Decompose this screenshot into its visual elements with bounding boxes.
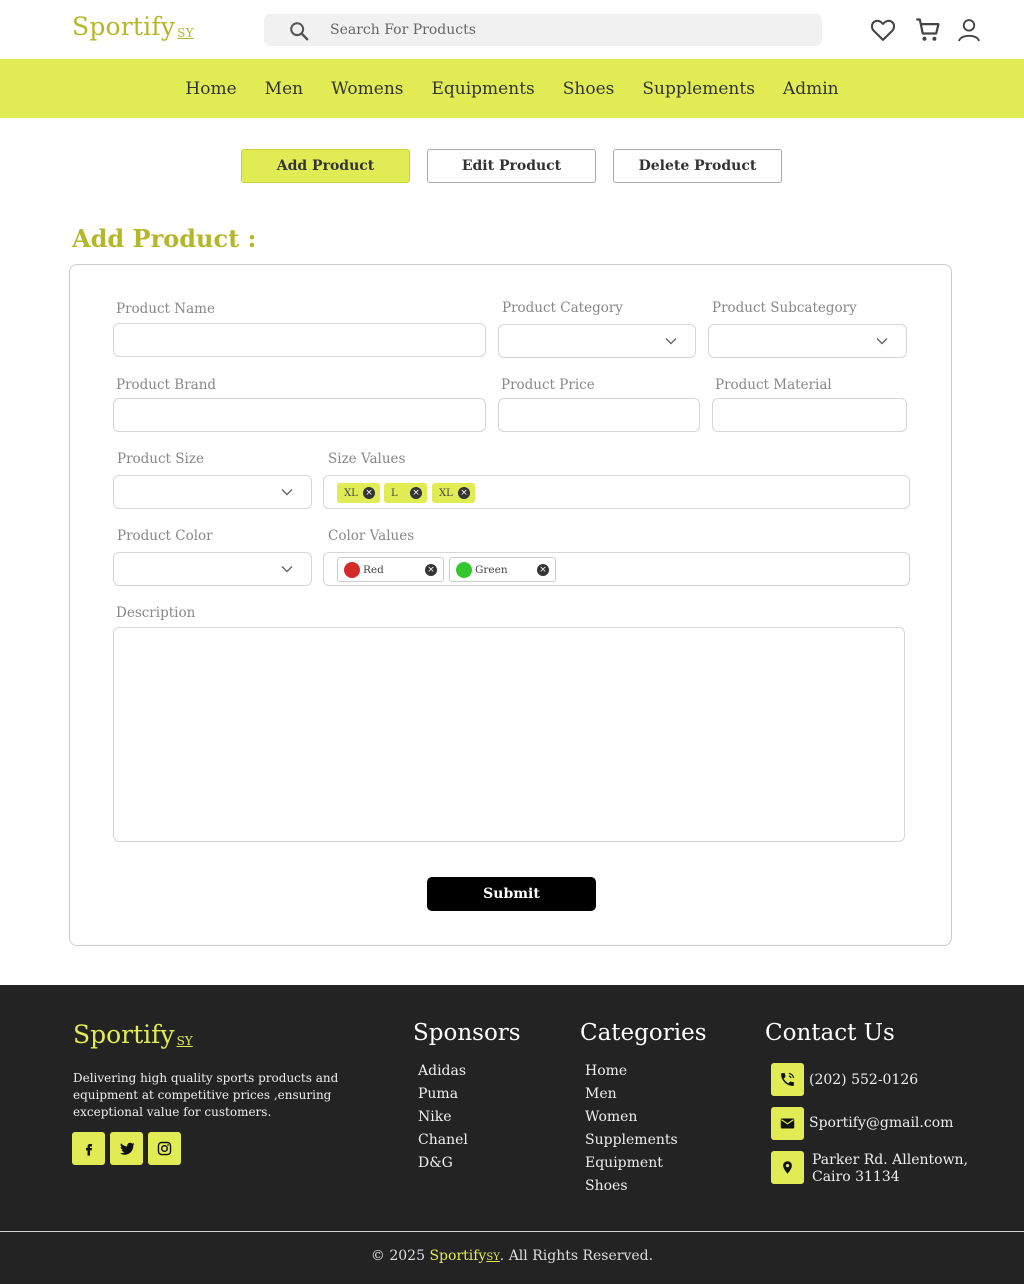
- contact-heading: Contact Us: [765, 1020, 895, 1046]
- nav-equipments[interactable]: Equipments: [431, 78, 535, 99]
- size-chip-label: XL: [439, 487, 453, 499]
- contact-email[interactable]: Sportify@gmail.com: [809, 1115, 954, 1131]
- category-link[interactable]: Shoes: [585, 1178, 628, 1194]
- categories-heading: Categories: [580, 1020, 707, 1046]
- color-chip-label: Red: [363, 564, 384, 576]
- description-field[interactable]: [113, 627, 905, 842]
- sponsors-list: [418, 1063, 468, 1178]
- submit-button[interactable]: Submit: [427, 877, 596, 911]
- sponsor-link[interactable]: D&G: [418, 1155, 453, 1171]
- size-chip-label: L: [391, 487, 398, 499]
- remove-chip-icon[interactable]: ×: [410, 487, 422, 499]
- remove-chip-icon[interactable]: ×: [425, 564, 437, 576]
- nav-womens[interactable]: Womens: [331, 78, 404, 99]
- cart-icon[interactable]: [914, 16, 942, 44]
- contact-address: [812, 1152, 968, 1186]
- chevron-down-icon: [281, 488, 293, 496]
- color-values-field[interactable]: [323, 552, 910, 586]
- product-price-label: Product Price: [501, 377, 595, 393]
- color-chip: [449, 557, 556, 582]
- product-brand-label: Product Brand: [116, 377, 217, 393]
- product-size-select[interactable]: [113, 475, 312, 509]
- color-chip-label: Green: [475, 564, 508, 576]
- remove-chip-icon[interactable]: ×: [363, 487, 375, 499]
- sponsor-link[interactable]: Puma: [418, 1086, 459, 1102]
- product-color-select[interactable]: [113, 552, 312, 586]
- size-chip: [337, 483, 380, 503]
- chevron-down-icon: [665, 337, 677, 345]
- product-name-label: Product Name: [116, 301, 215, 317]
- email-icon: [771, 1107, 804, 1140]
- product-name-input[interactable]: [114, 324, 485, 356]
- address-line-2: Cairo 31134: [812, 1169, 900, 1185]
- nav-supplements[interactable]: Supplements: [642, 78, 755, 99]
- sponsor-link[interactable]: Nike: [418, 1109, 452, 1125]
- logo-text: Sportify: [72, 12, 176, 41]
- facebook-icon[interactable]: [72, 1132, 105, 1165]
- category-link[interactable]: Women: [585, 1109, 638, 1125]
- category-link[interactable]: Supplements: [585, 1132, 678, 1148]
- product-category-select[interactable]: [498, 324, 696, 358]
- product-color-label: Product Color: [117, 528, 213, 544]
- copyright-year: © 2025: [370, 1248, 426, 1264]
- product-material-input[interactable]: [713, 399, 906, 431]
- sponsor-link[interactable]: Chanel: [418, 1132, 468, 1148]
- category-link[interactable]: Men: [585, 1086, 617, 1102]
- delete-product-tab[interactable]: Delete Product: [613, 149, 782, 183]
- copyright-brand: Sportify: [429, 1248, 487, 1264]
- chevron-down-icon: [876, 337, 888, 345]
- copyright: [0, 1248, 1024, 1264]
- add-product-form: [69, 264, 952, 946]
- color-swatch: [344, 562, 360, 578]
- page-title: Add Product :: [72, 224, 257, 253]
- color-values-label: Color Values: [328, 528, 415, 544]
- description-textarea[interactable]: [114, 628, 904, 841]
- logo[interactable]: [72, 12, 194, 41]
- address-line-1: Parker Rd. Allentown,: [812, 1152, 969, 1168]
- search-input[interactable]: [330, 18, 800, 42]
- remove-chip-icon[interactable]: ×: [458, 487, 470, 499]
- product-brand-input[interactable]: [114, 399, 485, 431]
- sponsor-link[interactable]: Adidas: [418, 1063, 467, 1079]
- footer-logo[interactable]: [73, 1020, 193, 1049]
- size-chip: [384, 483, 427, 503]
- description-label: Description: [116, 605, 196, 621]
- size-values-label: Size Values: [328, 451, 406, 467]
- copyright-brand-mark: SY: [486, 1252, 500, 1263]
- product-price-field[interactable]: [498, 398, 700, 432]
- instagram-icon[interactable]: [148, 1132, 181, 1165]
- category-link[interactable]: Equipment: [585, 1155, 663, 1171]
- footer-divider: [0, 1231, 1024, 1232]
- footer-logo-mark: SY: [176, 1034, 193, 1048]
- edit-product-tab[interactable]: Edit Product: [427, 149, 596, 183]
- product-price-input[interactable]: [499, 399, 699, 431]
- footer-logo-text: Sportify: [73, 1020, 175, 1049]
- location-icon: [771, 1151, 804, 1184]
- nav-men[interactable]: Men: [264, 78, 304, 99]
- category-link[interactable]: Home: [585, 1063, 628, 1079]
- contact-phone[interactable]: (202) 552-0126: [809, 1072, 919, 1088]
- search-icon[interactable]: [288, 20, 310, 42]
- product-brand-field[interactable]: [113, 398, 486, 432]
- footer: [0, 985, 1024, 1284]
- logo-mark: SY: [177, 26, 194, 40]
- main-nav: [0, 59, 1024, 118]
- heart-icon[interactable]: [869, 16, 897, 44]
- product-category-label: Product Category: [502, 300, 623, 316]
- size-values-field[interactable]: [323, 475, 910, 509]
- product-subcategory-label: Product Subcategory: [712, 300, 857, 316]
- chevron-down-icon: [281, 565, 293, 573]
- product-subcategory-select[interactable]: [708, 324, 907, 358]
- header: [0, 0, 1024, 60]
- size-chip-label: XL: [344, 487, 358, 499]
- size-chip: [432, 483, 475, 503]
- nav-shoes[interactable]: Shoes: [562, 78, 615, 99]
- twitter-icon[interactable]: [110, 1132, 143, 1165]
- user-icon[interactable]: [955, 16, 983, 44]
- product-material-label: Product Material: [715, 377, 832, 393]
- product-name-field[interactable]: [113, 323, 486, 357]
- add-product-tab[interactable]: Add Product: [241, 149, 410, 183]
- phone-icon: [771, 1063, 804, 1096]
- color-swatch: [456, 562, 472, 578]
- color-chip: [337, 557, 444, 582]
- product-material-field[interactable]: [712, 398, 907, 432]
- remove-chip-icon[interactable]: ×: [537, 564, 549, 576]
- product-size-label: Product Size: [117, 451, 204, 467]
- copyright-text: . All Rights Reserved.: [499, 1248, 654, 1264]
- search-bar[interactable]: [264, 14, 822, 46]
- categories-list: [585, 1063, 678, 1201]
- footer-description: Delivering high quality sports products and equipment at competitive prices ,ensuring exceptional value for customers.: [73, 1071, 339, 1119]
- nav-admin[interactable]: Admin: [782, 78, 839, 99]
- nav-home[interactable]: Home: [185, 78, 237, 99]
- sponsors-heading: Sponsors: [413, 1020, 521, 1046]
